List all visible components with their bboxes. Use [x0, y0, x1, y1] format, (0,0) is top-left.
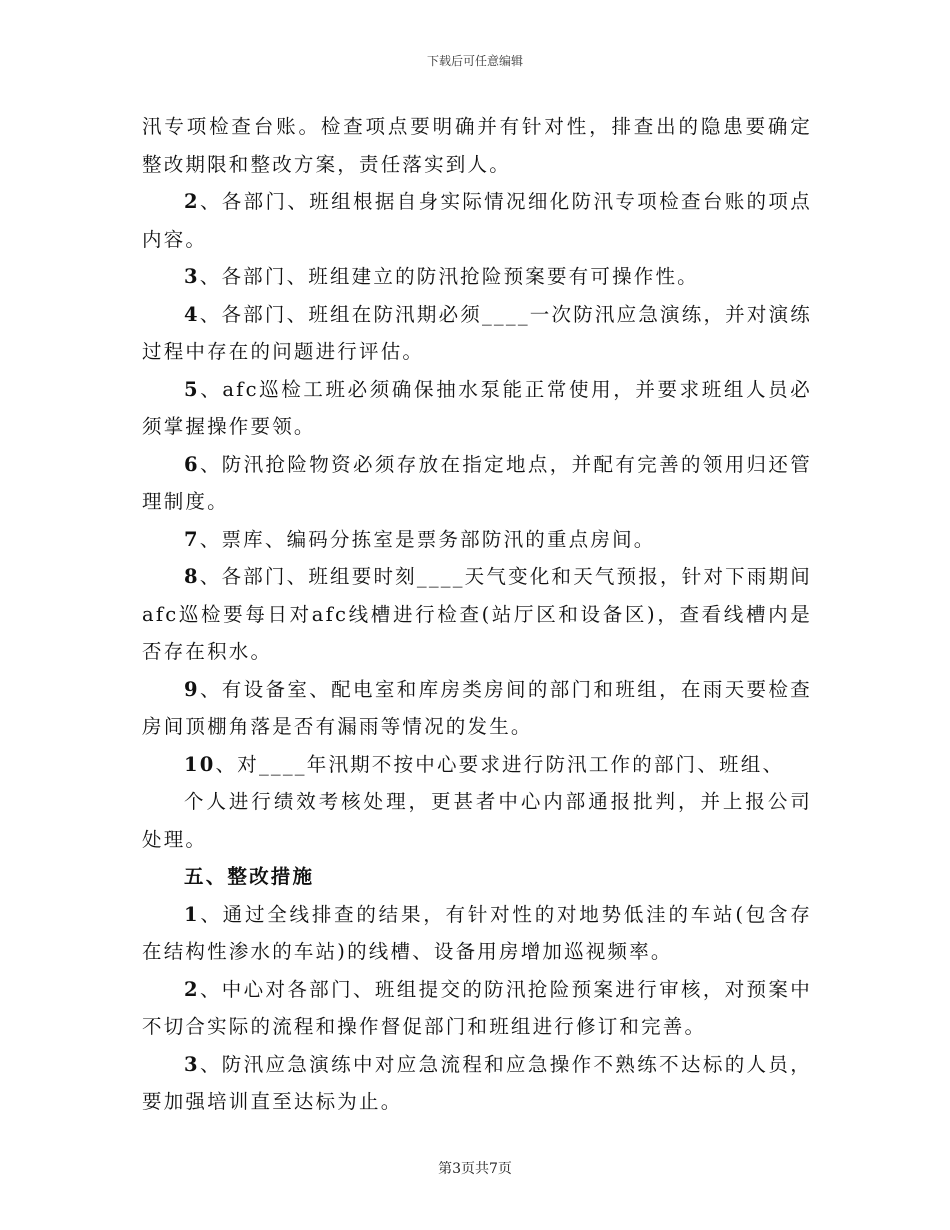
- paragraph-text: 、afc巡检工班必须确保抽水泵能正常使用，并要求班组人员必须掌握操作要领。: [142, 377, 812, 438]
- item-number: 3: [184, 265, 200, 288]
- paragraph: [142, 183, 812, 258]
- item-number: 2: [184, 190, 200, 213]
- paragraph-text: 、对____年汛期不按中心要求进行防汛工作的部门、班组、: [215, 752, 785, 776]
- paragraph: [142, 746, 812, 784]
- page-footer: 第3页共7页: [438, 1161, 512, 1177]
- section-heading: 五、整改措施: [184, 865, 315, 888]
- paragraph-text: 、有设备室、配电室和库房类房间的部门和班组，在雨天要检查房间顶棚角落是否有漏雨等情况的发生。: [142, 677, 812, 738]
- paragraph: [142, 446, 812, 521]
- paragraph-text: 汛专项检查台账。检查项点要明确并有针对性，排查出的隐患要确定整改期限和整改方案，责任落实到人。: [142, 115, 812, 176]
- paragraph-text: 、防汛抢险物资必须存放在指定地点，并配有完善的领用归还管理制度。: [142, 452, 812, 513]
- paragraph: [142, 558, 812, 671]
- paragraph: [142, 971, 812, 1046]
- paragraph: [142, 521, 812, 559]
- item-number: 4: [184, 302, 200, 326]
- paragraph: [142, 296, 812, 371]
- paragraph: [142, 671, 812, 746]
- paragraph-text: 、票库、编码分拣室是票务部防汛的重点房间。: [199, 527, 656, 551]
- paragraph-text: 、防汛应急演练中对应急流程和应急操作不熟练不达标的人员，要加强培训直至达标为止。: [142, 1052, 812, 1113]
- paragraph: [142, 258, 812, 296]
- item-number: 1: [184, 902, 200, 926]
- page-header: 下载后可任意编辑: [426, 54, 523, 68]
- item-number: 5: [184, 377, 200, 401]
- paragraph: [142, 783, 812, 858]
- item-number: 10: [184, 752, 216, 776]
- item-number: 8: [184, 565, 200, 588]
- paragraph: [142, 108, 812, 183]
- paragraph: [142, 896, 812, 971]
- item-number: 9: [184, 677, 200, 701]
- item-number: 6: [184, 452, 200, 476]
- paragraph: [142, 1046, 812, 1121]
- paragraph-text: 个人进行绩效考核处理，更甚者中心内部通报批判，并上报公司处理。: [142, 790, 812, 851]
- paragraph-text: 、各部门、班组根据自身实际情况细化防汛专项检查台账的项点内容。: [142, 190, 812, 251]
- paragraph-text: 、通过全线排查的结果，有针对性的对地势低洼的车站(包含存在结构性渗水的车站)的线槽、设备用房增加巡视频率。: [142, 902, 812, 963]
- paragraph: [142, 371, 812, 446]
- paragraph-text: 、各部门、班组在防汛期必须____一次防汛应急演练，并对演练过程中存在的问题进行评估。: [142, 302, 812, 363]
- paragraph-text: 、中心对各部门、班组提交的防汛抢险预案进行审核，对预案中不切合实际的流程和操作督促部门和班组进行修订和完善。: [142, 977, 812, 1038]
- paragraph-text: 、各部门、班组建立的防汛抢险预案要有可操作性。: [199, 265, 699, 288]
- document-body: [142, 108, 812, 1121]
- item-number: 2: [184, 977, 200, 1001]
- item-number: 3: [184, 1052, 200, 1076]
- item-number: 7: [184, 527, 200, 551]
- paragraph-text: 、各部门、班组要时刻____天气变化和天气预报，针对下雨期间afc巡检要每日对afc线槽进行检查(站厅区和设备区)，查看线槽内是否存在积水。: [142, 565, 812, 663]
